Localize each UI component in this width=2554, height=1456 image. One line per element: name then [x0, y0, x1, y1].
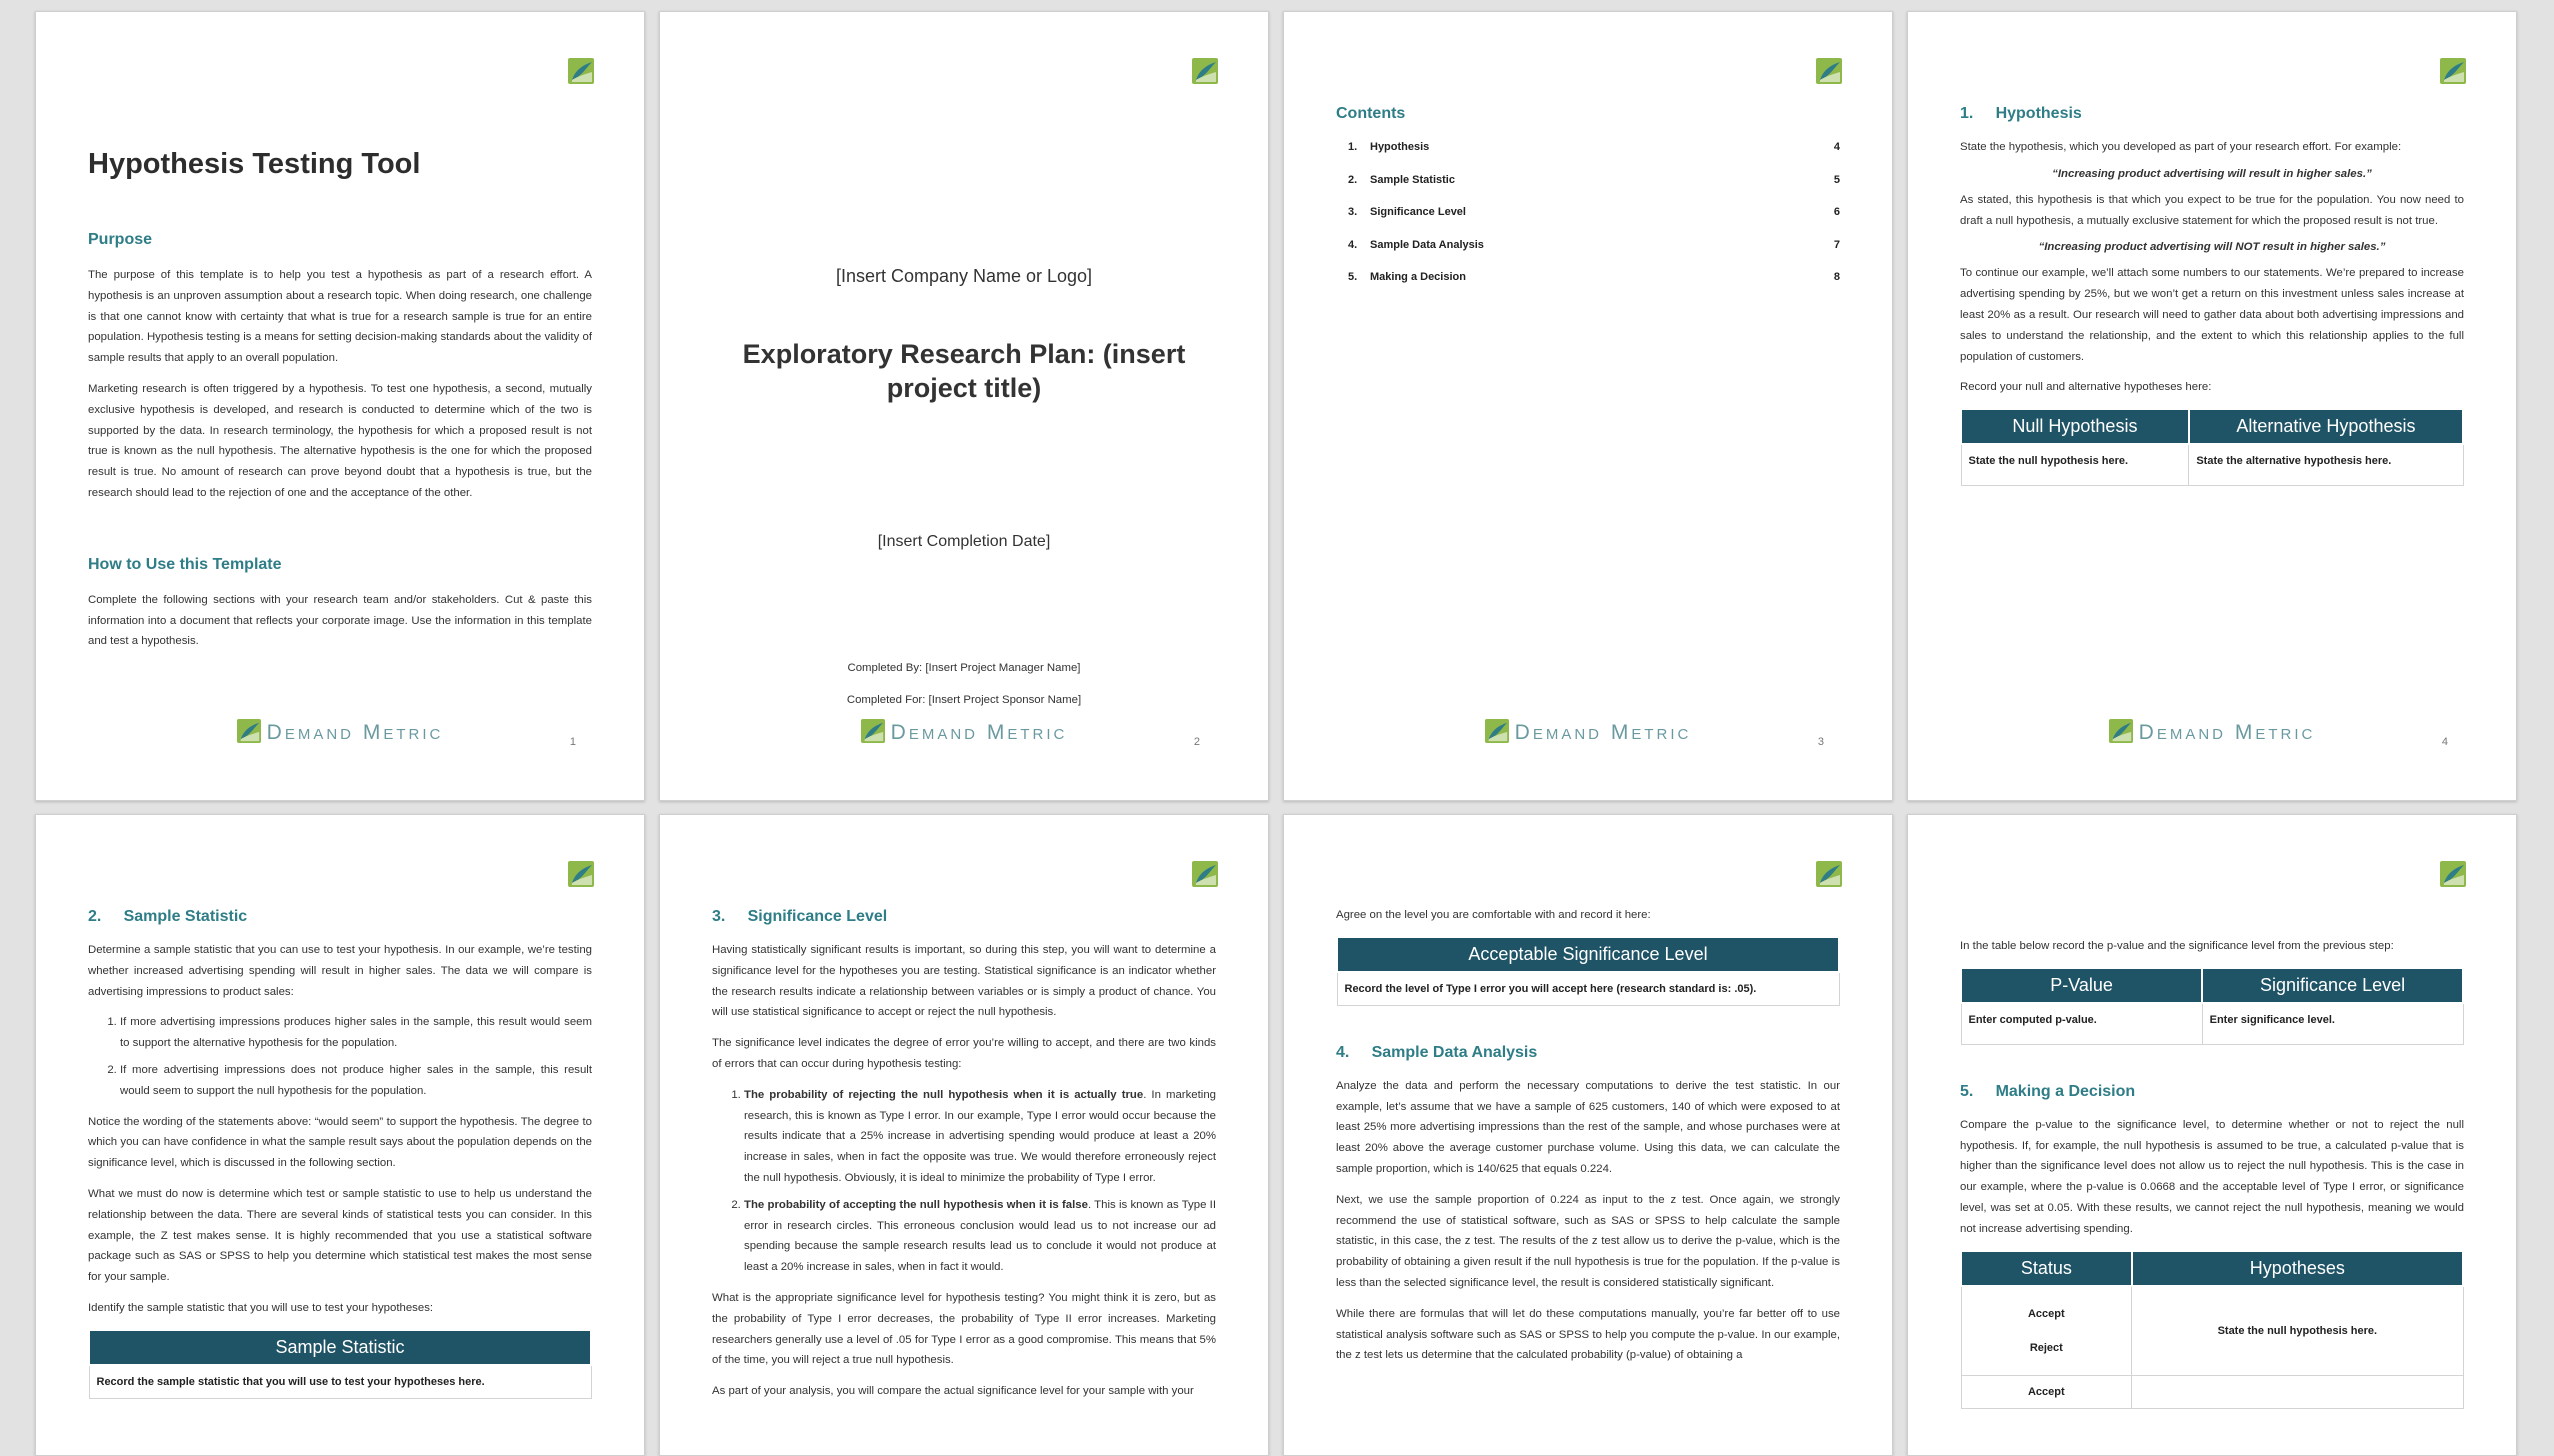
list-item: 2. If more advertising impressions does not produce higher sales in the sample, this result would seem to support the null hypothesis for the population.	[120, 1060, 592, 1102]
hypothesis-intro: State the hypothesis, which you developed as part of your research effort. For example:	[1960, 141, 2402, 153]
hypothesis-statement-cell[interactable]	[2132, 1375, 2463, 1408]
list-item: 1. If more advertising impressions produces higher sales in the sample, this result would seem to support the alternative hypothesis for the population.	[120, 1012, 592, 1054]
table-header: P-Value	[1961, 968, 2202, 1003]
page-8[interactable]	[1907, 814, 2517, 1456]
footer-brand	[1908, 719, 2516, 745]
contents-heading: Contents	[1336, 105, 1406, 122]
demand-metric-logo-icon	[1192, 58, 1218, 84]
significance-level-heading: 3. Significance Level	[712, 908, 888, 925]
footer-brand	[36, 719, 644, 745]
cover-title: Exploratory Research Plan: (insert project title)	[742, 339, 1186, 403]
brand-name: Demand Metric	[2138, 721, 2316, 744]
demand-metric-logo-icon	[1816, 861, 1842, 887]
sample-statistic-paragraph-4: Identify the sample statistic that you will use to test your hypotheses:	[88, 1301, 434, 1314]
significance-cell[interactable]: Enter significance level.	[2202, 1003, 2463, 1045]
sample-statistic-paragraph-1: Determine a sample statistic that you can use to test your hypothesis. In our example, we’re testing whether increased advertising spending will result in higher sales. The data we will compare is advertising impressions to product sales:	[88, 944, 592, 998]
page-6[interactable]	[659, 814, 1269, 1456]
completed-for: Completed For: [Insert Project Sponsor Name]	[846, 694, 1082, 706]
hypothesis-paragraph-4: Record your null and alternative hypotheses here:	[1960, 381, 2212, 394]
hypothesis-paragraph-3: To continue our example, we’ll attach some numbers to our statements. We’re prepared to increase advertising spending by 25%, but we won’t get a return on this investment unless sales increase at least 20% as a result. Our research will need to gather data about both advertising impressions and sales to understand the relationship, and the extent to which this relationship applies to the full population of customers.	[1960, 267, 2464, 363]
hypothesis-quote: “Increasing product advertising will result in higher sales.”	[2052, 167, 2372, 180]
table-header: Status	[1961, 1251, 2132, 1286]
brand-name: Demand Metric	[890, 721, 1068, 744]
toc-entry[interactable]: 2. Sample Statistic 5	[1348, 173, 1840, 186]
pvalue-cell[interactable]: Enter computed p-value.	[1961, 1003, 2202, 1045]
table-header: Alternative Hypothesis	[2189, 409, 2463, 444]
table-header: Null Hypothesis	[1961, 409, 2189, 444]
hypothesis-heading: 1. Hypothesis	[1960, 105, 2082, 122]
page-number: 2	[1193, 736, 1200, 748]
document-title: Hypothesis Testing Tool	[88, 148, 421, 180]
brand-name: Demand Metric	[1514, 721, 1692, 744]
page-3[interactable]	[1283, 11, 1893, 801]
footer-brand	[1284, 719, 1892, 745]
demand-metric-logo-icon	[1192, 861, 1218, 887]
error-types-list	[712, 1085, 1216, 1278]
sample-statistic-heading: 2. Sample Statistic	[88, 908, 248, 925]
making-a-decision-heading: 5. Making a Decision	[1960, 1082, 2136, 1100]
footer-brand	[660, 719, 1268, 745]
agree-level-paragraph: Agree on the level you are comfortable with and record it here:	[1336, 909, 1651, 921]
hypothesis-paragraph-2: As stated, this hypothesis is that which you expect to be true for the population. You now need to draft a null hypothesis, a mutually exclusive statement for which the proposed result is not true.	[1960, 193, 2464, 227]
how-to-heading: How to Use this Template	[88, 555, 282, 573]
analysis-paragraph-2: Next, we use the sample proportion of 0.224 as input to the z test. Once again, we strongly recommend the use of statistical software, such as SAS or SPSS to help calculate the sample statistic, in this case, the z test. The results of the z test allow us to derive the p-value, which is the probability of obtaining a given result if the null hypothesis is true for the population. If the p-value is less than the selected significance level, the result is considered statistically significant.	[1336, 1193, 1840, 1289]
how-to-paragraph: Complete the following sections with your research team and/or stakeholders. Cut & paste this information into a document that reflects your corporate image. Use the information in this template and test a hypothesis.	[88, 593, 592, 648]
toc-entry[interactable]: 4. Sample Data Analysis 7	[1348, 238, 1840, 251]
page-1[interactable]	[35, 11, 645, 801]
demand-metric-logo-icon	[1816, 58, 1842, 84]
acceptable-significance-table	[1336, 936, 1840, 1006]
toc-entry[interactable]: 1. Hypothesis 4	[1348, 141, 1840, 153]
null-hypothesis-quote: “Increasing product advertising will NOT result in higher sales.”	[2038, 241, 2386, 254]
demand-metric-logo-icon	[2109, 719, 2133, 743]
completed-by: Completed By: [Insert Project Manager Name]	[847, 662, 1081, 674]
null-hypothesis-cell[interactable]: State the null hypothesis here.	[1961, 444, 2189, 486]
accept-option[interactable]: Accept	[2027, 1307, 2065, 1320]
sample-statistic-paragraph-3: What we must do now is determine which test or sample statistic to use to help us understand the relationship between the data. There are several kinds of statistical tests you can consider. In this example, the Z test makes sense. It is highly recommended that you use a statistical software package such as SAS or SPSS to help you determine which statistical test makes the most sense for your sample.	[88, 1187, 592, 1284]
demand-metric-logo-icon	[1485, 719, 1509, 743]
page-5[interactable]	[35, 814, 645, 1456]
page-number: 4	[2441, 736, 2448, 748]
significance-paragraph-2: The significance level indicates the degree of error you’re willing to accept, and there are two kinds of errors that can occur during hypothesis testing:	[712, 1037, 1216, 1070]
demand-metric-logo-icon	[568, 861, 594, 887]
significance-paragraph-4: As part of your analysis, you will compare the actual significance level for your sample with your	[712, 1385, 1194, 1398]
decision-paragraph: Compare the p-value to the significance level, to determine whether or not to reject the null hypothesis. If, for example, the null hypothesis is assumed to be true, a calculated p-value that is higher than the significance level does not allow us to reject the null hypothesis. This is the case in our example, where the p-value is 0.0668 and the acceptable level of Type I error, or significance level, was set at 0.05. With these results, we cannot reject the null hypothesis, meaning we would not increase advertising spending.	[1960, 1118, 2464, 1235]
sample-statistic-cell[interactable]: Record the sample statistic that you will use to test your hypotheses here.	[89, 1365, 591, 1399]
company-placeholder: [Insert Company Name or Logo]	[835, 266, 1093, 286]
table-header: Acceptable Significance Level	[1337, 937, 1839, 972]
analysis-paragraph-1: Analyze the data and perform the necessary computations to derive the test statistic. In our example, let’s assume that we have a sample of 625 customers, 140 of which were exposed to at least 25% more advertising impressions than the rest of the sample, and whose purchases were at least 20% above the average customer purchase volume. Using this data, we can calculate the sample proportion, which is 140/625 that equals 0.224.	[1336, 1079, 1840, 1175]
status-cell[interactable]	[1961, 1286, 2132, 1376]
list-item: 1. The probability of rejecting the null hypothesis when it is actually true. In marketing research, this is known as Type I error. In our example, Type I error would occur because the results indicate that a 25% increase in advertising spending would produce at least a 20% increase in sales, when in fact the opposite was true. We would therefore erroneously reject the null hypothesis. Obviously, it is ideal to minimize the probability of Type I error.	[744, 1085, 1216, 1189]
purpose-heading: Purpose	[88, 231, 153, 248]
page-number: 3	[1817, 736, 1824, 748]
demand-metric-logo-icon	[2440, 58, 2466, 84]
purpose-paragraph-1: The purpose of this template is to help you test a hypothesis as part of a research effort. A hypothesis is an unproven assumption about a research topic. When doing research, one challenge is that one cannot know with certainty that what is true for a research sample is true for an entire population. Hypothesis testing is a means for setting decision-making standards about the validity of sample results that apply to an overall population.	[88, 269, 592, 365]
sample-statistic-table	[88, 1329, 592, 1399]
brand-name: Demand Metric	[266, 721, 444, 744]
analysis-paragraph-3: While there are formulas that will let do these computations manually, you’re far better off to use statistical analysis software such as SAS or SPSS to help you compute the p-value. In our example, the z test lets us determine that the calculated probability (p-value) of obtaining a	[1336, 1307, 1840, 1362]
demand-metric-logo-icon	[568, 58, 594, 84]
decision-table	[1960, 1250, 2464, 1409]
toc-entry[interactable]: 3. Significance Level 6	[1348, 206, 1840, 218]
status-cell[interactable]	[1961, 1375, 2132, 1408]
sample-statistic-list	[88, 1012, 592, 1101]
toc-entry[interactable]: 5. Making a Decision 8	[1348, 271, 1840, 283]
hypotheses-table	[1960, 408, 2464, 486]
page-4[interactable]	[1907, 11, 2517, 801]
sample-data-analysis-heading: 4. Sample Data Analysis	[1336, 1043, 1538, 1061]
page-2[interactable]	[659, 11, 1269, 801]
table-header: Sample Statistic	[89, 1330, 591, 1365]
table-header: Hypotheses	[2132, 1251, 2463, 1286]
list-item: 2. The probability of accepting the null hypothesis when it is false. This is known as Type II error in research circles. This erroneous conclusion would lead us to not increase our ad spending because the sample research results lead us to conclude it would not produce at least a 20% increase in sales, when in fact it would.	[744, 1195, 1216, 1278]
sample-statistic-paragraph-2: Notice the wording of the statements above: “would seem” to support the hypothesis. The degree to which you can have confidence in what the sample result says about the population depends on the significance level, which is discussed in the following section.	[88, 1115, 592, 1170]
pvalue-table	[1960, 967, 2464, 1045]
demand-metric-logo-icon	[2440, 861, 2466, 887]
demand-metric-logo-icon	[237, 719, 261, 743]
significance-paragraph-3: What is the appropriate significance level for hypothesis testing? You might think it is zero, but as the probability of Type I error decreases, the probability of Type II error increases. Marketing researchers generally use a level of .05 for Type I error as a good compromise. This means that 5% of the time, you will reject a true null hypothesis.	[712, 1291, 1216, 1367]
page-7[interactable]	[1283, 814, 1893, 1456]
accept-option[interactable]: Accept	[2027, 1385, 2065, 1398]
null-hypothesis-statement-cell[interactable]: State the null hypothesis here.	[2132, 1286, 2463, 1376]
page-number: 1	[569, 736, 576, 748]
completion-date: [Insert Completion Date]	[877, 533, 1051, 550]
purpose-paragraph-2: Marketing research is often triggered by a hypothesis. To test one hypothesis, a second, mutually exclusive hypothesis is developed, and research is conducted to determine which of the two is supported by the data. In research terminology, the hypothesis for which a proposed result is not true is known as the null hypothesis. The alternative hypothesis is the one for which the proposed result is true. No amount of research can prove beyond doubt that a hypothesis is true, but the research should lead to the rejection of one and the acceptance of the other.	[88, 382, 592, 499]
table-header: Significance Level	[2202, 968, 2463, 1003]
acceptable-significance-cell[interactable]: Record the level of Type I error you will accept here (research standard is: .05).	[1337, 972, 1839, 1006]
significance-paragraph-1: Having statistically significant results is important, so during this step, you will want to determine a significance level for the hypotheses you are testing. Statistical significance is an indicator whether the research results indicate a relationship between variables or is simply a product of chance. You will use statistical significance to accept or reject the null hypothesis.	[712, 944, 1216, 1019]
reject-option[interactable]: Reject	[2029, 1341, 2063, 1354]
alternative-hypothesis-cell[interactable]: State the alternative hypothesis here.	[2189, 444, 2463, 486]
demand-metric-logo-icon	[861, 719, 885, 743]
record-pvalue-paragraph: In the table below record the p-value and the significance level from the previous step:	[1960, 940, 2394, 952]
